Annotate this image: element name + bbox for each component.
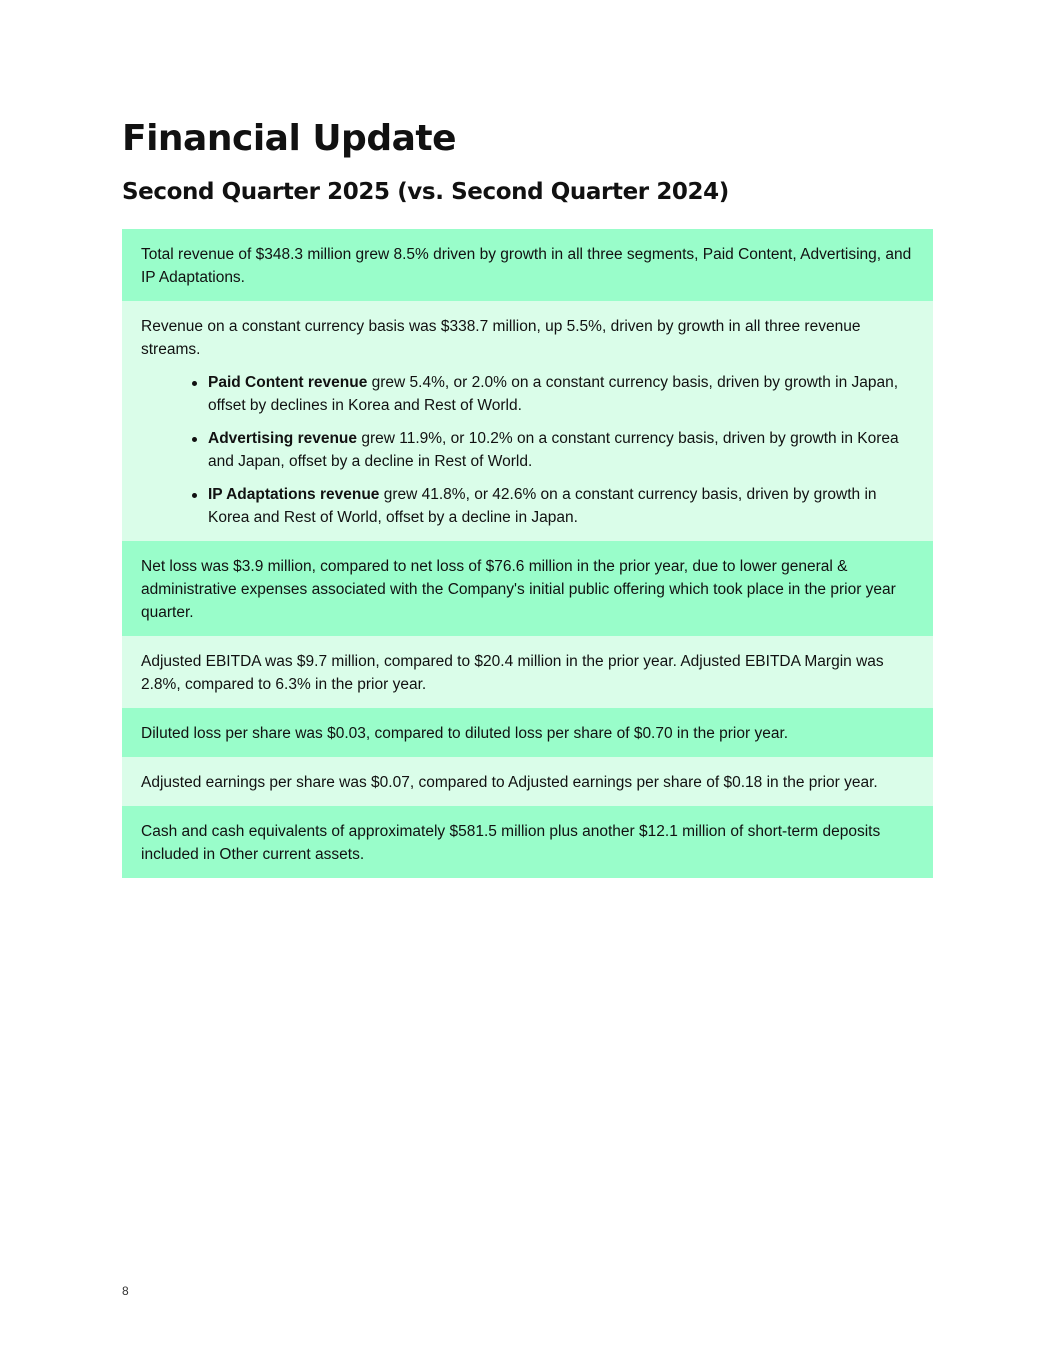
net-loss-block [122, 541, 933, 636]
segment-name: Paid Content revenue [208, 374, 368, 391]
segment-text: grew 11.9%, or 10.2% on a constant currency basis, driven by growth in Korea and Japan, offset by a decline in Rest of World. [208, 430, 899, 470]
total-revenue-text: Total revenue of $348.3 million grew 8.5% driven by growth in all three segments, Paid Content, Advertising, and IP Adaptations. [141, 246, 912, 286]
diluted-loss-text: Diluted loss per share was $0.03, compared to diluted loss per share of $0.70 in the prior year. [141, 725, 789, 742]
cash-block [122, 806, 933, 878]
total-revenue-block [122, 229, 933, 301]
segment-text: grew 41.8%, or 42.6% on a constant currency basis, driven by growth in Korea and Rest of World, offset by a decline in Japan. [208, 486, 877, 526]
segment-name: IP Adaptations revenue [208, 486, 380, 503]
page-title: Financial Update [122, 118, 457, 159]
segment-item-advertising [208, 427, 915, 473]
segment-text: grew 5.4%, or 2.0% on a constant currency basis, driven by growth in Japan, offset by declines in Korea and Rest of World. [208, 374, 899, 414]
adjusted-eps-text: Adjusted earnings per share was $0.07, compared to Adjusted earnings per share of $0.18 in the prior year. [141, 774, 878, 791]
adjusted-ebitda-text: Adjusted EBITDA was $9.7 million, compared to $20.4 million in the prior year. Adjusted EBITDA Margin was 2.8%, compared to 6.3% in the prior year. [141, 653, 884, 693]
constant-currency-block [122, 301, 933, 541]
adjusted-ebitda-block [122, 636, 933, 708]
constant-currency-text: Revenue on a constant currency basis was $338.7 million, up 5.5%, driven by growth in all three revenue streams. [141, 318, 861, 358]
segment-item-paid-content [208, 371, 915, 417]
segment-list [141, 371, 915, 529]
adjusted-eps-block [122, 757, 933, 806]
diluted-loss-block [122, 708, 933, 757]
cash-text: Cash and cash equivalents of approximately $581.5 million plus another $12.1 million of short-term deposits included in Other current assets. [141, 823, 881, 863]
segment-name: Advertising revenue [208, 430, 358, 447]
net-loss-text: Net loss was $3.9 million, compared to net loss of $76.6 million in the prior year, due to lower general & administrative expenses associated with the Company's initial public offering which took place in the prior year quarter. [141, 558, 896, 621]
page-number: 8 [122, 1284, 129, 1298]
highlights-list [122, 229, 933, 878]
page-subtitle: Second Quarter 2025 (vs. Second Quarter 2024) [122, 179, 729, 205]
segment-item-ip-adaptations [208, 483, 915, 529]
